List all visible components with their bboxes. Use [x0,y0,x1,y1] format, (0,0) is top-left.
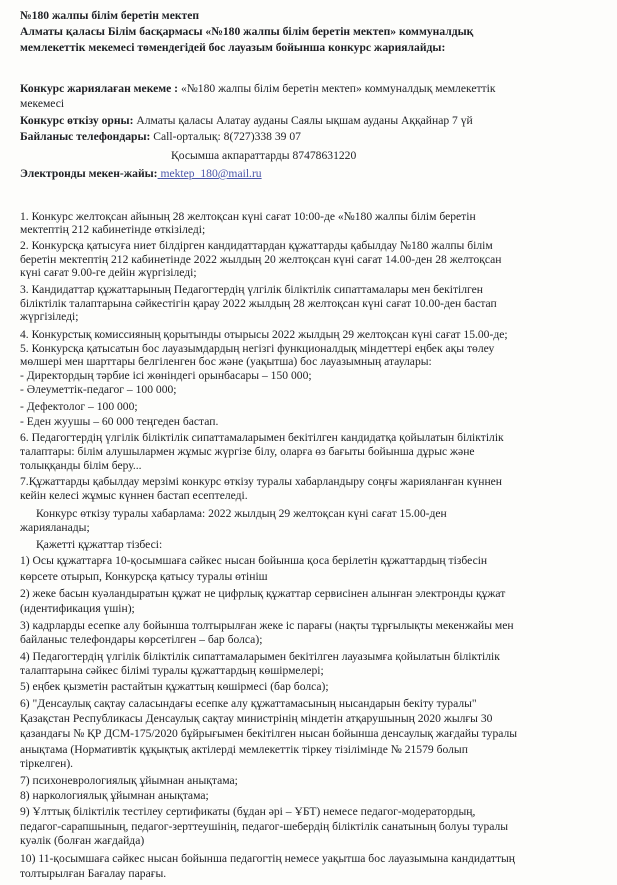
phone-extra: Қосымша акпараттарды 87478631220 [171,149,357,162]
email-label: Электронды мекен-жайы: [20,167,158,180]
body-line: 4. Конкурстық комиссияның қорытынды отырысы 2022 жылдың 29 желтоқсан күні сағат 15.00-де; [20,328,508,341]
body-line: 7.Құжаттарды қабылдау мерзімі конкурс өткізу туралы хабарландыру соңғы жарияланған күннен [20,475,502,488]
body-line: - Әлеуметтік-педагог – 100 000; [20,383,177,396]
body-line: анықтама (Нормативтік құқықтық актілерді мемлекеттік тіркеу тізілімінде № 21579 болып [20,743,468,756]
body-line: - Еден жуушы – 60 000 теңгеден бастап. [20,415,219,428]
body-line: байланыс телефондары көрсетілген – бар болса); [20,633,263,646]
body-line: - Дефектолог – 100 000; [20,400,138,413]
body-line: тіркелген). [20,757,74,770]
venue-value: Алматы қаласы Алатау ауданы Саялы ықшам ауданы Аққайнар 7 үй [133,114,473,127]
body-line: 2. Конкурсқа қатысуға ниет білдірген кандидаттардан құжаттарды қабылдау №180 жалпы білім [20,239,493,252]
venue-line [20,114,473,127]
body-line: Қазақстан Республикасы Денсаулық сақтау министрінің міндетін атқарушының 2020 жылғы 30 [20,712,493,725]
body-line: 1. Конкурс желтоқсан айының 28 желтоқсан күні сағат 10:00-де «№180 жалпы білім беретін [20,210,476,223]
email-line [20,167,262,180]
body-line: кейін келесі жұмыс күннен бастап есептеледі. [20,489,248,502]
venue-label: Конкурс өткізу орны: [20,114,134,127]
announcement-title-line2: мемлекеттік мекемесі төмендегідей бос лауазым бойынша конкурс жариялайды: [20,41,446,54]
body-line: Қажетті құжаттар тізбесі: [36,538,163,551]
body-line: біліктілік талаптарына сәйкестігін қарау 2022 жылдың 28 желтоқсан күні сағат 10.00-ден бастап [20,297,497,310]
body-line: 10) 11-қосымшаға сәйкес нысан бойынша педагогтің немесе уақытша бос лауазымына кандидаттың [20,852,515,865]
body-line: мектептің 212 кабинетінде өткізіледі; [20,223,206,236]
body-line: (идентификация үшін); [20,602,135,615]
email-link[interactable]: mektep_180@mail.ru [157,167,262,180]
body-line: 2) жеке басын куәландыратын құжат не цифрлық құжаттар сервисінен алынған электронды құжат [20,587,506,600]
body-line: жүргізіледі; [20,310,79,323]
body-line: 5) еңбек қызметін растайтын құжаттың көшірмесі (бар болса); [20,680,329,693]
body-line: талаптары: білім алушылармен жұмыс жүргізе білу, оларға өз бағыты бойынша дұрыс және [20,445,475,458]
body-line: 3. Кандидаттар құжаттарының Педагогтердің үлгілік біліктілік сипаттамалары мен бекітілген [20,283,484,296]
body-line: толтырылған Бағалау парағы. [20,867,167,880]
body-line: 5. Конкурсқа қатысатын бос лауазымдардың негізгі функционалдық міндеттері еңбек ақы төлеу [20,342,495,355]
body-line: куәлік (болған жағдайда) [20,834,145,847]
body-line: 7) психоневрологиялық ұйымнан анықтама; [20,774,238,787]
body-line: - Директордың тәрбие ісі жөніндегі орынбасары – 150 000; [20,369,312,382]
organizer-label: Конкурс жариялаған мекеме : [20,82,179,95]
body-line: Конкурс өткізу туралы хабарлама: 2022 жылдың 29 желтоқсан күні сағат 15.00-ден [36,507,447,520]
body-line: 8) наркологиялық ұйымнан анықтама; [20,789,209,802]
body-line: көрсете отырып, Конкурсқа қатысу туралы өтініш [20,570,268,583]
body-line: қазандағы № ҚР ДСМ-175/2020 бұйрығымен бекітілген нысан бойынша денсаулық жағдайы туралы [20,727,518,740]
announcement-title-line1: Алматы қаласы Білім басқармасы «№180 жалпы білім беретін мектеп» коммуналдық [20,25,474,38]
organizer-value: «№180 жалпы білім беретін мектеп» коммуналдық мемлекеттік [178,82,496,95]
phone-value: Call-орталық: 8(727)338 39 07 [150,130,301,143]
organizer-value-cont: мекемесі [20,97,65,110]
organizer-line [20,82,495,95]
body-line: 3) кадрларды есепке алу бойынша толтырылған жеке іс парағы (нақты тұрғылықты мекенжайы мен [20,619,514,632]
body-line: беретін мектептің 212 кабинетінде 2022 жылдың 20 желтоқсан күні сағат 14.00-ден 28 желтоқсан [20,253,502,266]
body-line: күні сағат 9.00-ге дейін жүргізіледі; [20,266,197,279]
body-line: педагог-сарапшының, педагог-зерттеушінің, педагог-шебердің біліктілік санатының болуы туралы [20,820,509,833]
body-line: 6) "Денсаулық сақтау саласындағы есепке алу құжаттамасының нысандарын бекіту туралы" [20,697,477,710]
school-name: №180 жалпы білім беретін мектеп [20,9,200,22]
body-line: 1) Осы құжаттарға 10-қосымшаға сәйкес нысан бойынша қоса берілетін құжаттардың тізбесін [20,554,488,567]
body-line: жарияланады; [20,521,90,534]
body-line: 6. Педагогтердің үлгілік біліктілік сипаттамаларымен бекітілген кандидатқа қойылатын біліктілік [20,431,504,444]
body-line: 4) Педагогтердің үлгілік біліктілік сипаттамаларымен бекітілген лауазымға қойылатын біліктілік [20,650,500,663]
phone-line [20,130,301,143]
body-line: толыққанды білім беру... [20,459,142,472]
body-line: 9) Ұлттық біліктілік тестілеу сертификаты (бұдан әрі – ҰБТ) немесе педагог-модератордың, [20,805,476,818]
phone-label: Байланыс телефондары: [20,130,151,143]
body-line: мөлшері мен шарттары белгіленген бос және (уақытша) бос лауазымның атаулары: [20,355,432,368]
body-line: талаптарына сәйкес білімі туралы құжаттардың көшірмелері; [20,664,324,677]
